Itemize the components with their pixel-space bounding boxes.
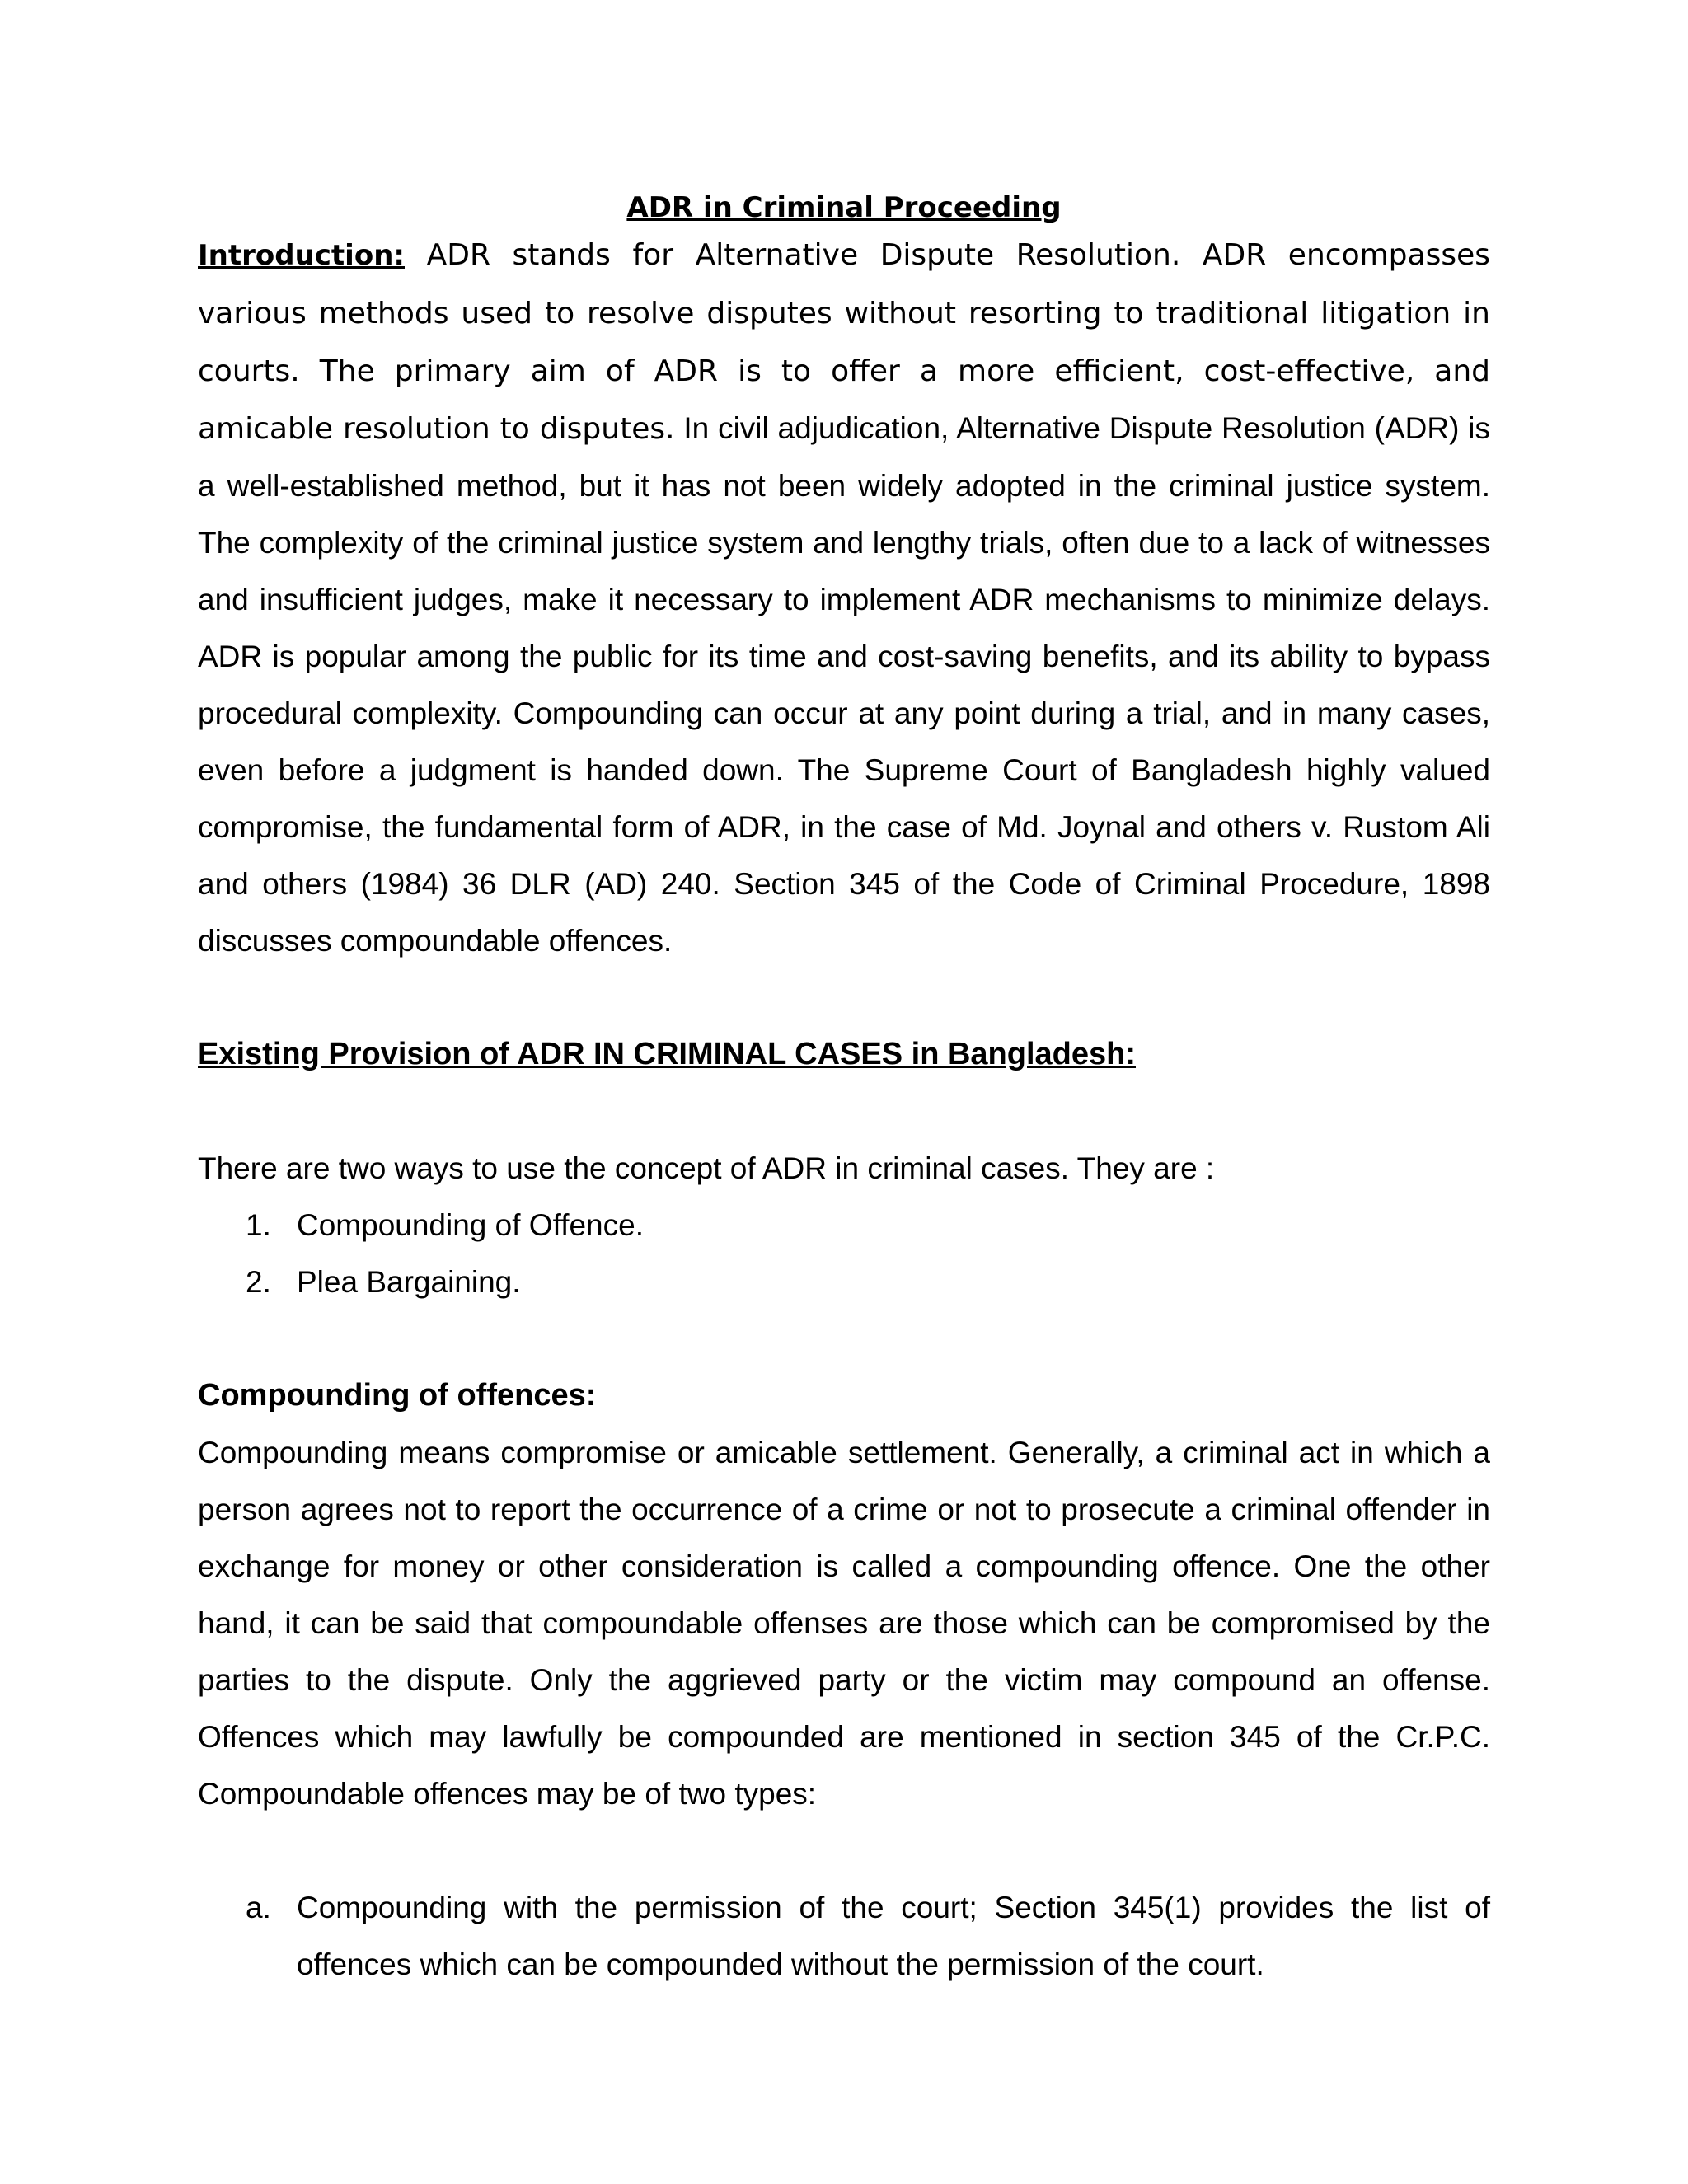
- list-item-text: Plea Bargaining.: [297, 1265, 521, 1299]
- spacer: [198, 1822, 1490, 1879]
- list-item: [198, 1254, 1490, 1310]
- compounding-heading: Compounding of offences:: [198, 1378, 597, 1413]
- compounding-paragraph: Compounding means compromise or amicable settlement. Generally, a criminal act in which a person agrees not to report the occurrence of a crime or not to prosecute a criminal offender in exchange for money or other consideration is called a compounding offence. One the other hand, it can be said that compoundable offenses are those which can be compromised by the parties to the dispute. Only the aggrieved party or the victim may compound an offense. Offences which may lawfully be compounded are mentioned in section 345 of the Cr.P.C. Compoundable offences may be of two types:: [198, 1436, 1490, 1811]
- list-marker: 1.: [246, 1208, 271, 1242]
- spacer: [198, 1083, 1490, 1140]
- intro-label: Introduction:: [198, 239, 405, 272]
- list-marker: a.: [246, 1891, 271, 1924]
- document-title: ADR in Criminal Proceeding: [626, 191, 1062, 224]
- intro-body-text: In civil adjudication, Alternative Dispute Resolution (ADR) is a well-established method, but it has not been widely adopted in the criminal justice system. The complexity of the criminal justice system and lengthy trials, often due to a lack of witnesses and insufficient judges, make it necessary to implement ADR mechanisms to minimize delays. ADR is popular among the public for its time and cost-saving benefits, and its ability to bypass procedural complexity. Compounding can occur at any point during a trial, and in many cases, even before a judgment is handed down. The Supreme Court of Bangladesh highly valued compromise, the fundamental form of ADR, in the case of Md. Joynal and others v. Rustom Ali and others (1984) 36 DLR (AD) 240. Section 345 of the Code of Criminal Procedure, 1898 discusses compoundable offences.: [198, 411, 1490, 958]
- list-item: [198, 1879, 1490, 1993]
- existing-provision-text: There are two ways to use the concept of ADR in criminal cases. They are :: [198, 1151, 1215, 1185]
- list-item: [198, 1197, 1490, 1254]
- spacer: [198, 969, 1490, 1026]
- intro-lead-text: ADR stands for Alternative Dispute Resolution. ADR encompasses various methods used to resolve disputes without resorting to traditional litigation in courts. The primary aim of ADR is to offer a more efficient, cost-effective, and amicable resolution to disputes.: [198, 238, 1490, 446]
- list-marker: 2.: [246, 1265, 271, 1299]
- existing-provision-heading: Existing Provision of ADR IN CRIMINAL CASES in Bangladesh:: [198, 1037, 1136, 1071]
- list-item-text: Compounding of Offence.: [297, 1208, 644, 1242]
- intro-paragraph: [198, 226, 1490, 969]
- spacer: [198, 1310, 1490, 1367]
- list-item-text: Compounding with the permission of the court; Section 345(1) provides the list of offences which can be compounded without the permission of the court.: [297, 1891, 1490, 1981]
- document-page: [198, 190, 1490, 1993]
- adr-ways-list: [198, 1197, 1490, 1310]
- compounding-types-list: [198, 1879, 1490, 1993]
